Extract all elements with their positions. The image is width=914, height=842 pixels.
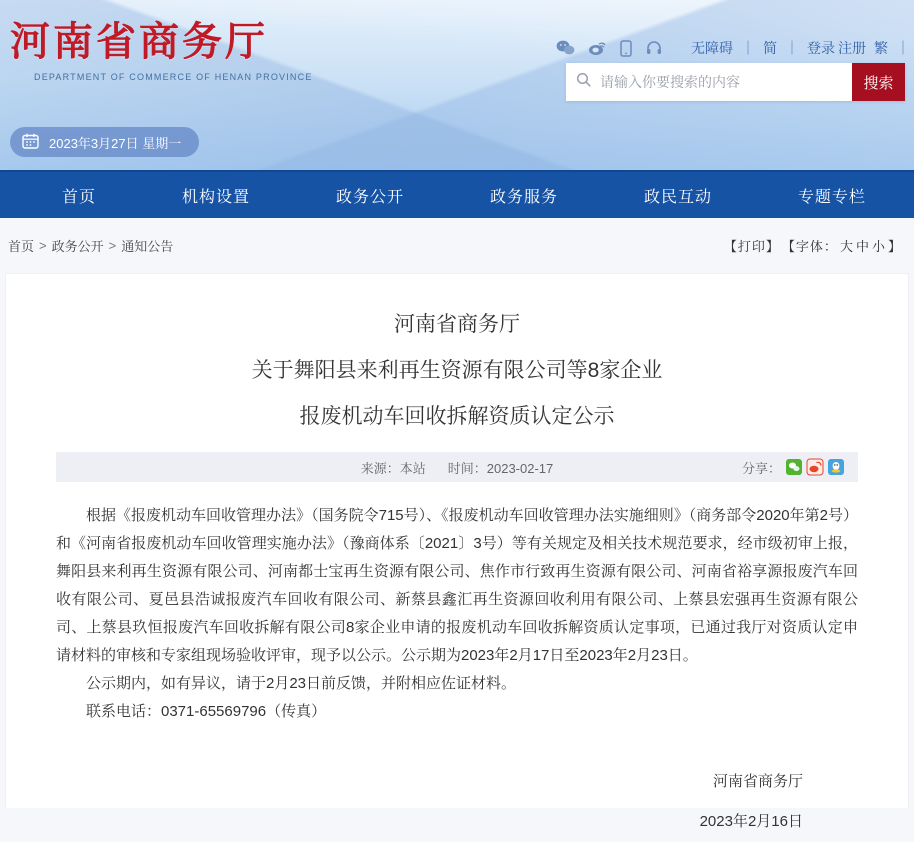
share-weibo-icon[interactable] — [807, 459, 823, 475]
breadcrumb — [8, 236, 173, 255]
article-paragraph: 联系电话：0371-65569796（传真） — [86, 703, 327, 720]
article-source: 来源：本站 — [360, 460, 426, 476]
article-content — [56, 482, 858, 726]
print-button[interactable]: 【打印】 — [723, 239, 780, 254]
font-size-medium[interactable]: 中 — [855, 239, 870, 254]
article-paragraph: 根据《报废机动车回收管理办法》（国务院令715号）、《报废机动车回收管理办法实施细则》（商务部令2020年第2号）和《河南省报废机动车回收管理实施办法》（豫商体系〔2021〕3号）等有关规定及相关技术规范要求，经市级初审上报，舞阳县来利再生资源有限公司、河南都士宝再生资源有限公司、焦作市行致再生资源有限公司、河南省裕享源报废汽车回收有限公司、夏邑县浩诚报废汽车回收有限公司、新蔡县鑫汇再生资源回收利用有限公司、上蔡县宏强再生资源有限公司、上蔡县玖恒报废汽车回收拆解有限公司8家企业申请的报废机动车回收拆解资质认定事项，已通过我厅对资质认定申请材料的审核和专家组现场验收评审，现予以公示。公示期为2023年2月17日至2023年2月23日。 — [56, 507, 858, 664]
article-time: 时间：2023-02-17 — [447, 460, 554, 476]
link-separator: ｜ — [896, 40, 910, 56]
search-input[interactable] — [600, 74, 852, 90]
article-meta — [361, 458, 554, 477]
nav-item-home[interactable]: 首页 — [62, 188, 97, 206]
site-title: 河南省商务厅 — [10, 20, 268, 64]
search-input-wrap — [566, 63, 852, 101]
share-wechat-icon[interactable] — [786, 459, 802, 475]
accessibility-link[interactable]: 无障碍 — [691, 40, 733, 56]
header-links-right — [838, 38, 910, 58]
breadcrumb-separator: > — [108, 238, 117, 253]
font-size-large[interactable]: 大 — [839, 239, 854, 254]
article-title-line2: 关于舞阳县来利再生资源有限公司等8家企业 — [251, 359, 663, 382]
weibo-icon[interactable] — [588, 40, 607, 56]
font-size-label-close: 】 — [887, 239, 902, 254]
header-links — [691, 38, 835, 58]
wechat-icon[interactable] — [556, 40, 575, 56]
site-subtitle: DEPARTMENT OF COMMERCE OF HENAN PROVINCE — [34, 72, 313, 82]
share-qq-icon[interactable] — [828, 459, 844, 475]
nav-item-gov-services[interactable]: 政务服务 — [489, 188, 558, 206]
breadcrumb-row — [0, 218, 914, 273]
link-separator: ｜ — [741, 40, 755, 56]
article-card — [5, 273, 909, 830]
search-button[interactable]: 搜索 — [852, 63, 905, 101]
article-title-line1: 河南省商务厅 — [394, 313, 520, 336]
breadcrumb-home[interactable]: 首页 — [8, 239, 35, 254]
register-link[interactable]: 注册 — [838, 40, 866, 56]
social-icons — [556, 40, 663, 57]
login-link[interactable]: 登录 — [807, 40, 835, 56]
breadcrumb-section[interactable]: 政务公开 — [51, 239, 104, 254]
nav-item-interaction[interactable]: 政民互动 — [643, 188, 712, 206]
article-paragraph: 公示期内，如有异议，请于2月23日前反馈，并附相应佐证材料。 — [86, 675, 517, 692]
date-badge — [10, 127, 199, 157]
nav-item-special-topics[interactable]: 专题专栏 — [797, 188, 866, 206]
traditional-chinese-link[interactable]: 繁 — [874, 40, 888, 56]
headset-icon[interactable] — [645, 40, 663, 56]
font-size-label: 【字体： — [781, 239, 838, 254]
link-separator: ｜ — [785, 40, 799, 56]
share-box — [742, 452, 844, 482]
simplified-chinese-link[interactable]: 简 — [763, 40, 777, 56]
signature-name: 河南省商务厅 — [712, 773, 803, 790]
date-text: 2023年3月27日 星期一 — [49, 135, 182, 151]
main-nav — [0, 170, 914, 218]
page-tools — [724, 236, 902, 255]
share-label: 分享： — [741, 460, 781, 476]
mobile-icon[interactable] — [620, 40, 632, 57]
article-meta-bar — [56, 452, 858, 482]
breadcrumb-current: 通知公告 — [121, 239, 174, 254]
calendar-icon — [22, 133, 39, 152]
site-logo[interactable] — [10, 16, 313, 82]
breadcrumb-separator: > — [39, 238, 47, 253]
search-bar — [566, 63, 905, 101]
article-signature — [56, 762, 858, 842]
article-title-line3: 报废机动车回收拆解资质认定公示 — [299, 405, 615, 428]
signature-date: 2023年2月16日 — [699, 813, 803, 830]
search-icon — [576, 72, 592, 93]
nav-item-organization[interactable]: 机构设置 — [181, 188, 250, 206]
nav-item-gov-disclosure[interactable]: 政务公开 — [335, 188, 404, 206]
article-title — [56, 302, 858, 440]
site-header — [0, 0, 914, 170]
font-size-small[interactable]: 小 — [871, 239, 886, 254]
